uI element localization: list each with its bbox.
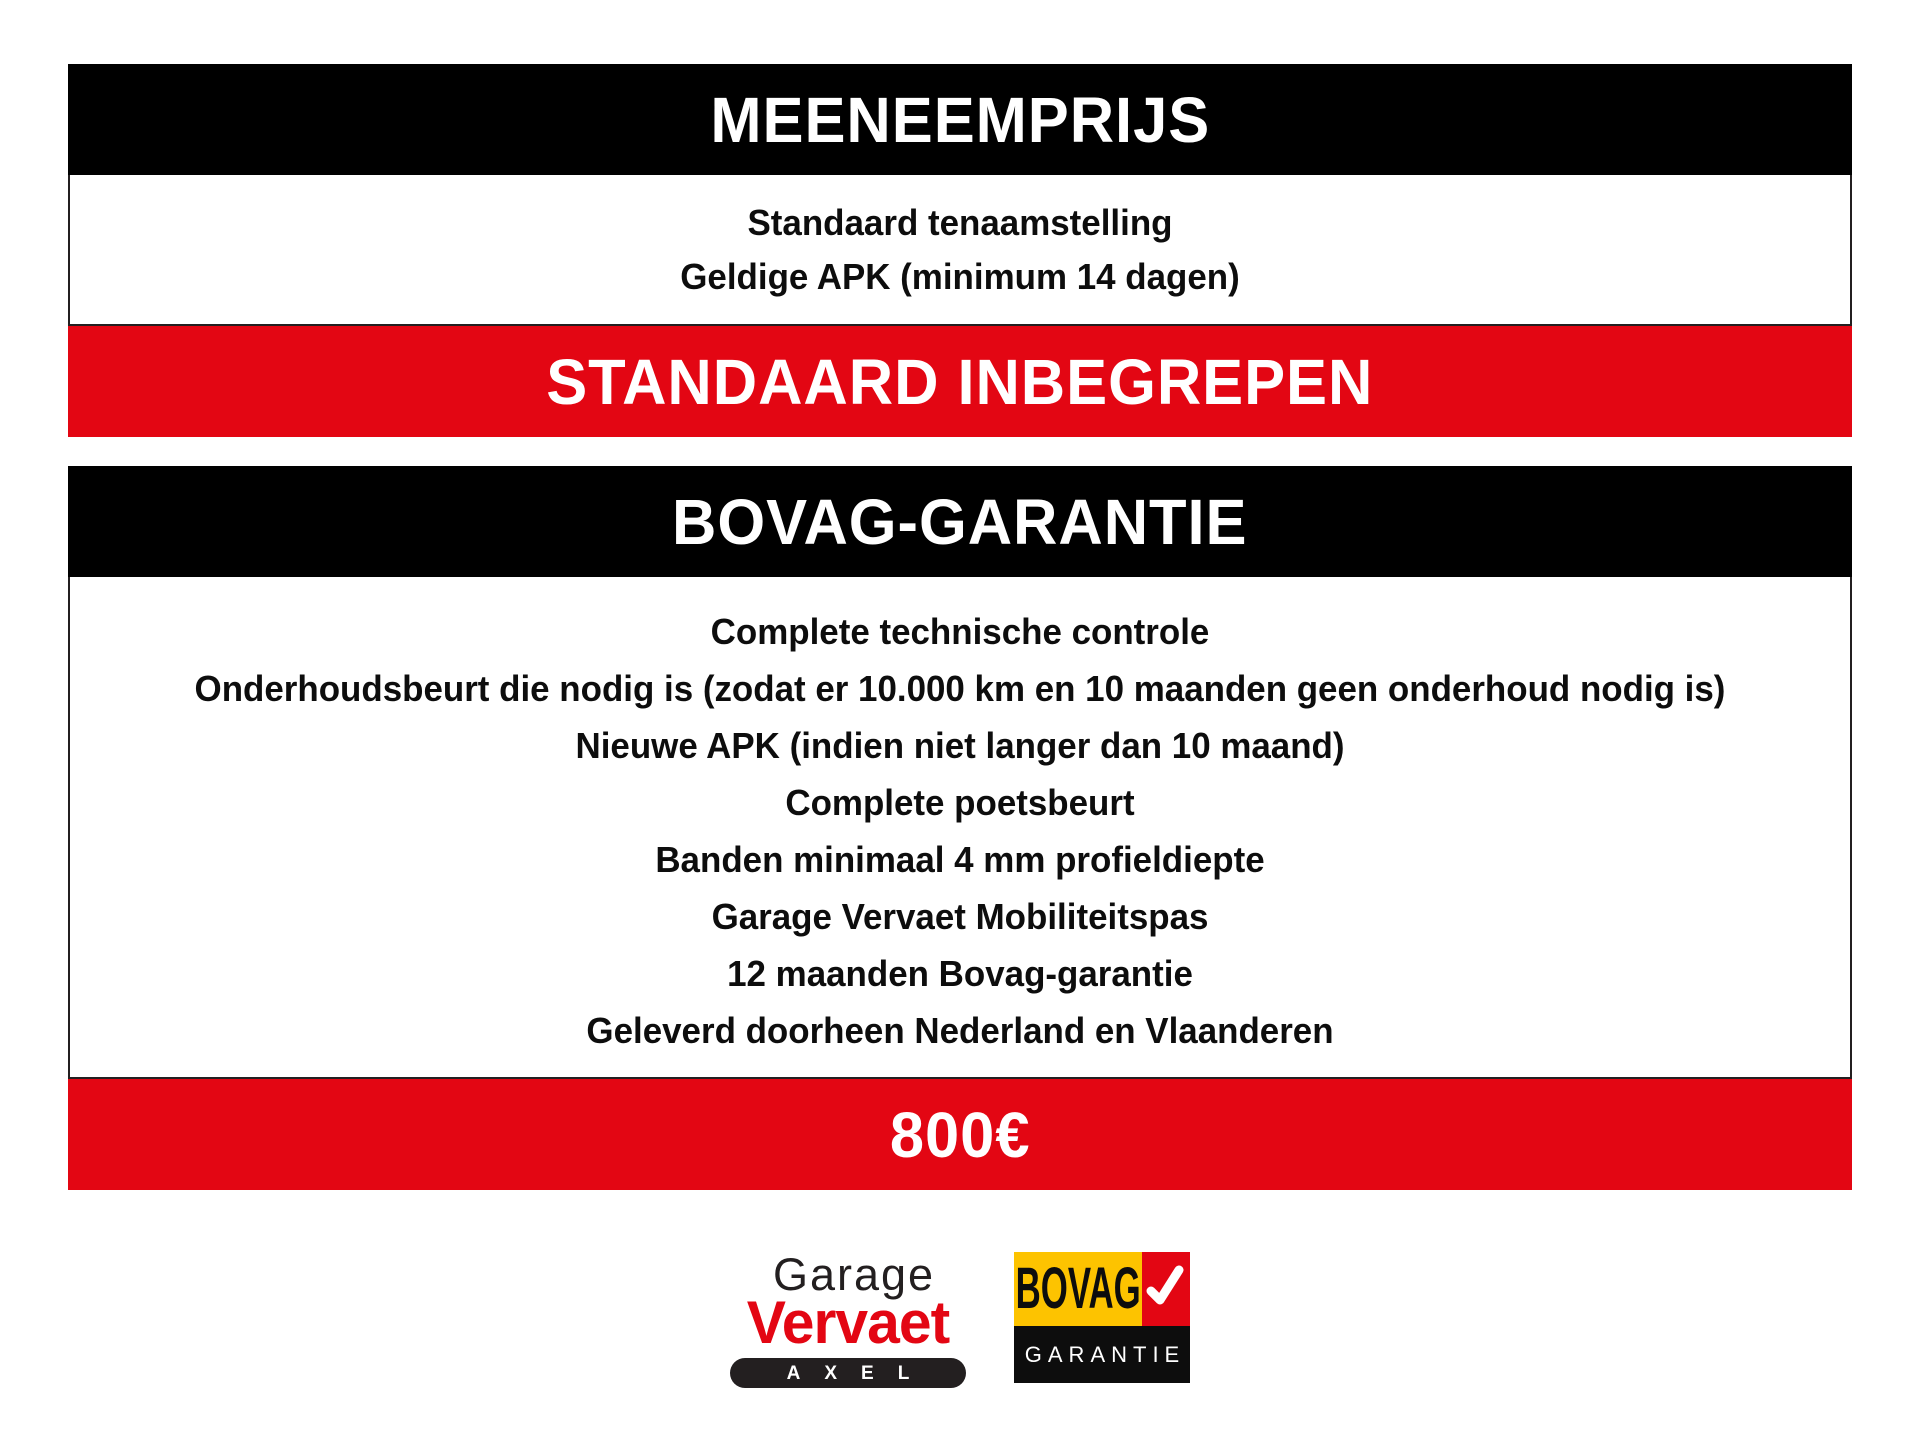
bovag-line: Complete technische controle xyxy=(710,611,1210,652)
bovag-garantie-title: BOVAG-GARANTIE xyxy=(672,485,1248,558)
meeneemprijs-line: Standaard tenaamstelling xyxy=(747,202,1173,243)
logo-row xyxy=(68,1249,1852,1388)
garage-logo-word-vervaet: Vervaet xyxy=(746,1289,950,1356)
bovag-logo-top xyxy=(1014,1252,1190,1326)
garage-logo-city-label: AXEL xyxy=(786,1362,934,1384)
bovag-line: Complete poetsbeurt xyxy=(785,782,1135,823)
bovag-logo-garantie-label: GARANTIE xyxy=(1024,1341,1186,1367)
garage-logo-word-garage: Garage xyxy=(772,1249,936,1300)
meeneemprijs-title: MEENEEMPRIJS xyxy=(710,83,1210,156)
bovag-line: Geleverd doorheen Nederland en Vlaanderen xyxy=(586,1010,1334,1051)
section-divider xyxy=(68,437,1852,466)
bovag-garantie-body xyxy=(68,577,1852,1079)
bovag-line: Garage Vervaet Mobiliteitspas xyxy=(711,896,1209,937)
standaard-inbegrepen-label: STANDAARD INBEGREPEN xyxy=(546,345,1374,418)
meeneemprijs-header-bar xyxy=(68,64,1852,175)
bovag-logo-garantie-strip xyxy=(1014,1326,1190,1383)
checkmark-icon xyxy=(1142,1252,1190,1326)
bovag-logo-brand-label: BOVAG xyxy=(1015,1256,1141,1321)
bovag-garantie-header-bar xyxy=(68,466,1852,577)
garage-vervaet-logo xyxy=(730,1249,966,1388)
meeneemprijs-line: Geldige APK (minimum 14 dagen) xyxy=(680,256,1240,297)
bovag-line: Onderhoudsbeurt die nodig is (zodat er 10.000 km en 10 maanden geen onderhoud nodig is) xyxy=(194,668,1726,709)
price-poster xyxy=(68,0,1852,1388)
price-banner xyxy=(68,1079,1852,1190)
meeneemprijs-body xyxy=(68,175,1852,326)
garage-logo-axel-badge xyxy=(730,1358,966,1388)
bovag-garantie-logo xyxy=(1014,1252,1190,1383)
bovag-line: Nieuwe APK (indien niet langer dan 10 maand) xyxy=(575,725,1345,766)
price-label: 800€ xyxy=(889,1098,1031,1171)
standaard-inbegrepen-banner xyxy=(68,326,1852,437)
bovag-line: Banden minimaal 4 mm profieldiepte xyxy=(655,839,1265,880)
bovag-logo-brand-panel xyxy=(1014,1252,1142,1326)
bovag-line: 12 maanden Bovag-garantie xyxy=(727,953,1193,994)
